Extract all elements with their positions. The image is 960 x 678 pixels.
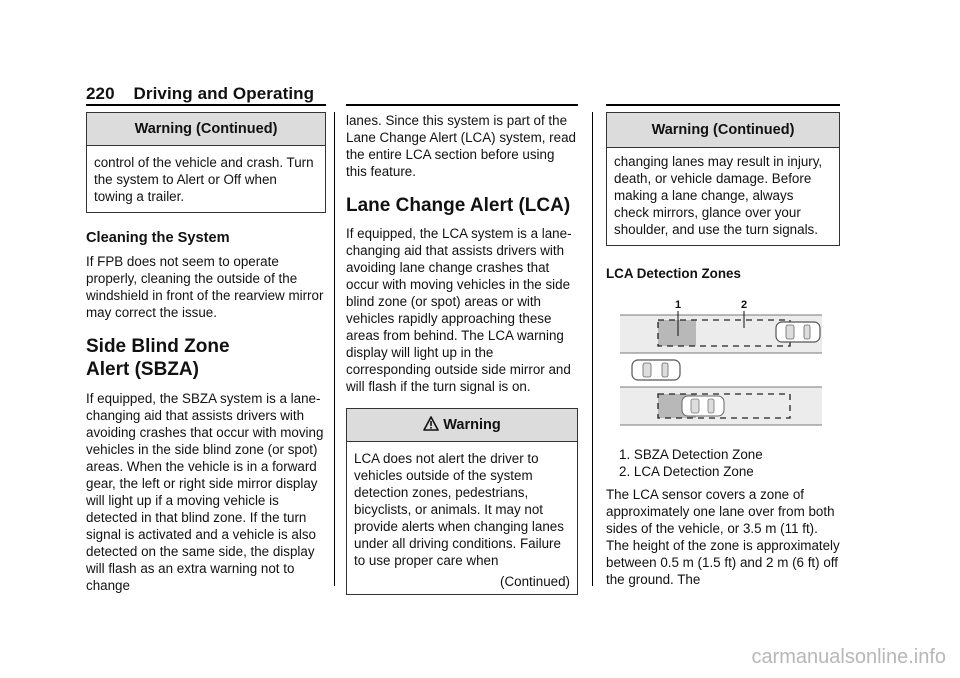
warning-continued-title: Warning (Continued) bbox=[87, 113, 325, 146]
cleaning-heading: Cleaning the System bbox=[86, 230, 230, 246]
car-lower-icon bbox=[682, 396, 724, 416]
sbza-zone bbox=[658, 320, 696, 346]
column-3 bbox=[606, 112, 840, 588]
page-number: 220 bbox=[86, 84, 115, 103]
warning-box bbox=[346, 408, 578, 595]
warning-continued-label: (Continued) bbox=[500, 574, 570, 589]
lca-sensor-text: The LCA sensor covers a zone of approximately one lane over from both sides of the vehicle, or 3.5 m (11 ft). The height of the zone is approximately between 0.5 m (1.5 ft) and 2 m (6 ft) off the ground. The bbox=[606, 487, 840, 587]
warning-continued-box-2 bbox=[606, 112, 840, 246]
header-rule-1 bbox=[86, 104, 326, 106]
sbza-heading-line1: Side Blind Zone bbox=[86, 336, 230, 357]
warning-continued-title-2: Warning (Continued) bbox=[607, 113, 839, 148]
callout-2: 2 bbox=[740, 299, 748, 311]
lca-heading: Lane Change Alert (LCA) bbox=[346, 195, 571, 216]
warning-triangle-icon bbox=[423, 416, 439, 431]
column-2 bbox=[346, 112, 578, 595]
column-1 bbox=[86, 112, 326, 594]
lca-intro-text: lanes. Since this system is part of the Lane Change Alert (LCA) system, read the entire LCA section before using this feature. bbox=[346, 113, 576, 179]
cleaning-text: If FPB does not seem to operate properly, cleaning the outside of the windshield in front of the rearview mirror may correct the issue. bbox=[86, 254, 324, 320]
figure-title: LCA Detection Zones bbox=[606, 266, 741, 281]
warning-body: LCA does not alert the driver to vehicles outside of the system detection zones, pedestrians, bicyclists, or animals. It may not provide alerts when changing lanes under all driving conditions. Failure to use proper care when bbox=[354, 451, 564, 568]
legend-item: 1. SBZA Detection Zone bbox=[619, 447, 763, 462]
page-header bbox=[86, 84, 314, 104]
section-title: Driving and Operating bbox=[133, 84, 315, 103]
car-host-icon bbox=[632, 360, 680, 380]
warning-continued-body-2: changing lanes may result in injury, death, or vehicle damage. Before making a lane change, always check mirrors, glance over your shoulder, and use the turn signals. bbox=[614, 154, 823, 237]
sbza-text: If equipped, the SBZA system is a lane-changing aid that assists drivers with avoiding crashes that occur with moving vehicles in the side blind zone (or spot) areas. When the vehicle is in a forward gear, the left or right side mirror display will light up if a moving vehicle is detected in that blind zone. If the turn signal is activated and a vehicle is also detected on the same side, the display will flash as an extra warning not to change bbox=[86, 391, 324, 593]
column-divider-1 bbox=[334, 112, 335, 586]
warning-title: Warning bbox=[443, 417, 501, 433]
lca-zones-diagram bbox=[618, 298, 834, 432]
callout-1: 1 bbox=[674, 299, 682, 311]
header-rule-3 bbox=[606, 104, 840, 106]
warning-continued-box bbox=[86, 112, 326, 213]
warning-continued-body: control of the vehicle and crash. Turn the system to Alert or Off when towing a trailer. bbox=[94, 155, 314, 204]
warning-title-row bbox=[347, 409, 577, 442]
column-divider-2 bbox=[592, 112, 593, 586]
car-upper-icon bbox=[776, 322, 820, 342]
legend-item: 2. LCA Detection Zone bbox=[619, 464, 754, 479]
sbza-heading bbox=[86, 335, 326, 381]
header-rule-2 bbox=[346, 104, 578, 106]
figure-legend bbox=[606, 446, 840, 480]
sbza-heading-line2: Alert (SBZA) bbox=[86, 359, 199, 380]
lca-text: If equipped, the LCA system is a lane-changing aid that assists drivers with avoiding lane change crashes that occur with moving vehicles in the side blind zone (or spot) areas or with vehicles rapidly approaching these areas from behind. The LCA warning display will light up in the corresponding outside side mirror and will flash if the turn signal is on. bbox=[346, 226, 572, 394]
watermark: carmanualsonline.info bbox=[751, 646, 946, 668]
